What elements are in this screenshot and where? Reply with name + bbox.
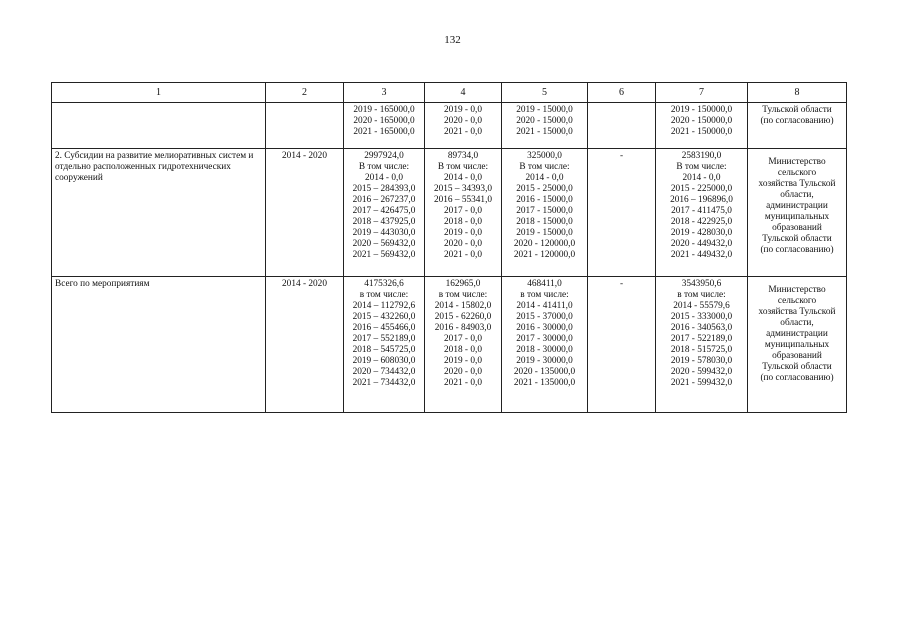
col7-cell	[656, 149, 748, 277]
event-name-cell	[52, 277, 266, 413]
col3-line: 2014 - 0,0	[365, 173, 403, 183]
event-name: Всего по мероприятиям	[55, 279, 150, 289]
col7-line: 2017 - 522189,0	[670, 334, 733, 344]
col6-value: -	[619, 279, 624, 289]
col5-line: 2015 - 25000,0	[516, 184, 573, 194]
column-header-1: 1	[52, 83, 266, 103]
event-name: 2. Субсидии на развитие мелиоративных систем и отдельно расположенных гидротехнических сооружений	[55, 151, 254, 183]
col3-line: 2017 – 426475,0	[352, 206, 416, 216]
col4-line: 2019 - 0,0	[444, 105, 482, 115]
executor-line: (по согласованию)	[760, 373, 834, 383]
col3-line: в том числе:	[359, 290, 409, 300]
col3-line: В том числе:	[358, 162, 410, 172]
col4-line: 2021 - 0,0	[444, 250, 482, 260]
col5-cell	[502, 277, 588, 413]
program-table	[51, 82, 847, 413]
col7-line: 2016 – 196896,0	[670, 195, 733, 205]
col4-line: 162965,0	[445, 279, 481, 289]
col3-line: 2015 – 284393,0	[352, 184, 416, 194]
executor-line: хозяйства Тульской	[758, 179, 836, 189]
col5-line: 2020 - 15000,0	[516, 116, 573, 126]
col4-line: в том числе:	[438, 290, 488, 300]
executor-line: Министерство	[768, 285, 826, 295]
table-row	[52, 103, 847, 149]
col5-line: 2021 - 120000,0	[513, 250, 576, 260]
col5-line: 2017 - 15000,0	[516, 206, 573, 216]
executor-line: области,	[780, 318, 814, 328]
col4-line: 2017 - 0,0	[444, 334, 482, 344]
col4-line: 2021 - 0,0	[444, 378, 482, 388]
col4-cell	[425, 103, 502, 149]
executor-cell	[748, 277, 847, 413]
period: 2014 - 2020	[282, 151, 327, 161]
col4-line: 2016 - 84903,0	[434, 323, 492, 333]
col7-line: 2018 - 422925,0	[670, 217, 733, 227]
col5-line: 2019 - 15000,0	[516, 105, 573, 115]
col7-line: 2019 - 150000,0	[670, 105, 733, 115]
col4-line: 2019 - 0,0	[444, 356, 482, 366]
col4-cell	[425, 149, 502, 277]
col4-line: 2020 - 0,0	[444, 367, 482, 377]
column-header-7: 7	[656, 83, 748, 103]
col3-line: 2019 - 165000,0	[353, 105, 415, 115]
col4-line: 2020 - 0,0	[444, 239, 482, 249]
col3-line: 2017 – 552189,0	[352, 334, 416, 344]
col4-line: 2015 - 62260,0	[434, 312, 492, 322]
col3-cell	[344, 103, 425, 149]
executor-line: муниципальных	[764, 212, 830, 222]
col3-cell	[344, 149, 425, 277]
col3-line: 2020 - 165000,0	[353, 116, 415, 126]
col4-line: В том числе:	[437, 162, 489, 172]
col5-line: 2018 - 30000,0	[516, 345, 573, 355]
col5-line: 2019 - 30000,0	[516, 356, 573, 366]
col4-line: 2014 - 15802,0	[434, 301, 492, 311]
col5-line: 325000,0	[527, 151, 562, 161]
col7-line: 2014 - 55579,6	[673, 301, 730, 311]
col3-cell	[344, 277, 425, 413]
col7-line: 2016 - 340563,0	[670, 323, 733, 333]
col4-line: 2018 - 0,0	[444, 217, 482, 227]
col7-line: 2020 - 150000,0	[670, 116, 733, 126]
col7-line: 2017 - 411475,0	[671, 206, 732, 216]
col4-line: 2016 – 55341,0	[433, 195, 493, 205]
col4-line: 2020 - 0,0	[444, 116, 482, 126]
period-cell	[266, 103, 344, 149]
col7-line: 2015 - 333000,0	[670, 312, 733, 322]
col6-value: -	[619, 151, 624, 161]
col3-line: 2016 – 267237,0	[352, 195, 416, 205]
col4-line: 2021 - 0,0	[444, 127, 482, 137]
col7-line: 2018 - 515725,0	[670, 345, 733, 355]
col4-line: 2014 - 0,0	[444, 173, 482, 183]
col3-line: 2019 – 608030,0	[352, 356, 416, 366]
executor-cell	[748, 103, 847, 149]
executor-line: Тульской области	[762, 362, 832, 372]
col3-line: 2020 – 734432,0	[352, 367, 416, 377]
col3-line: 2021 – 734432,0	[352, 378, 416, 388]
col5-line: 2014 - 41411,0	[516, 301, 573, 311]
col3-line: 2015 – 432260,0	[352, 312, 416, 322]
col7-line: в том числе:	[677, 290, 726, 300]
col5-line: 468411,0	[527, 279, 562, 289]
col3-line: 2014 – 112792,6	[352, 301, 416, 311]
page-number: 132	[444, 34, 461, 46]
col5-line: в том числе:	[520, 290, 569, 300]
period-cell	[266, 277, 344, 413]
executor-line: сельского	[777, 296, 817, 306]
executor-line: Министерство	[768, 157, 826, 167]
col7-cell	[656, 103, 748, 149]
executor-line: образований	[772, 351, 822, 361]
col7-line: 2021 - 150000,0	[670, 127, 733, 137]
column-header-8: 8	[748, 83, 847, 103]
col7-cell	[656, 277, 748, 413]
col5-cell	[502, 149, 588, 277]
col5-line: 2020 - 120000,0	[513, 239, 576, 249]
col4-line: 2015 – 34393,0	[433, 184, 493, 194]
executor-line: Тульской области	[762, 234, 832, 244]
col4-line: 2019 - 0,0	[444, 228, 482, 238]
col7-line: 2019 - 428030,0	[670, 228, 733, 238]
col5-line: 2021 - 135000,0	[513, 378, 576, 388]
col4-cell	[425, 277, 502, 413]
col5-line: 2016 - 30000,0	[516, 323, 573, 333]
column-header-4: 4	[425, 83, 502, 103]
col5-line: 2016 - 15000,0	[516, 195, 573, 205]
col7-line: 2019 - 578030,0	[670, 356, 733, 366]
column-header-6: 6	[588, 83, 656, 103]
col3-line: 2020 – 569432,0	[352, 239, 416, 249]
col3-line: 2019 – 443030,0	[352, 228, 416, 238]
col6-cell	[588, 277, 656, 413]
col4-line: 2018 - 0,0	[444, 345, 482, 355]
col7-line: 2020 - 599432,0	[670, 367, 733, 377]
col3-line: 2021 - 165000,0	[353, 127, 415, 137]
col5-line: 2020 - 135000,0	[513, 367, 576, 377]
col3-line: 4175326,6	[364, 279, 404, 289]
col7-line: 2014 - 0,0	[682, 173, 721, 183]
col7-line: 2583190,0	[681, 151, 722, 161]
col7-line: В том числе:	[676, 162, 727, 172]
col7-line: 2020 - 449432,0	[670, 239, 733, 249]
col5-line: 2018 - 15000,0	[516, 217, 573, 227]
period: 2014 - 2020	[282, 279, 327, 289]
col7-line: 2021 - 599432,0	[670, 378, 733, 388]
column-header-5: 5	[502, 83, 588, 103]
executor-line: Тульской области	[762, 105, 832, 115]
header-row	[52, 83, 847, 103]
col3-line: 2016 – 455466,0	[352, 323, 416, 333]
col7-line: 2021 - 449432,0	[670, 250, 733, 260]
executor-line: (по согласованию)	[760, 116, 834, 126]
col5-cell	[502, 103, 588, 149]
col7-line: 2015 - 225000,0	[670, 184, 733, 194]
table-row	[52, 149, 847, 277]
col6-cell	[588, 103, 656, 149]
col5-line: 2014 - 0,0	[525, 173, 564, 183]
col3-line: 2997924,0	[364, 151, 404, 161]
col4-line: 89734,0	[447, 151, 479, 161]
col6-cell	[588, 149, 656, 277]
executor-line: администрации	[766, 329, 828, 339]
executor-line: области,	[780, 190, 814, 200]
executor-line: сельского	[777, 168, 817, 178]
table-row	[52, 277, 847, 413]
col5-line: 2015 - 37000,0	[516, 312, 573, 322]
executor-line: администрации	[766, 201, 828, 211]
executor-line: хозяйства Тульской	[758, 307, 836, 317]
col3-line: 2018 – 437925,0	[352, 217, 416, 227]
col7-line: 3543950,6	[681, 279, 722, 289]
col5-line: 2021 - 15000,0	[516, 127, 573, 137]
col5-line: 2019 - 15000,0	[516, 228, 573, 238]
column-header-3: 3	[344, 83, 425, 103]
col3-line: 2021 – 569432,0	[352, 250, 416, 260]
executor-line: (по согласованию)	[760, 245, 834, 255]
col4-line: 2017 - 0,0	[444, 206, 482, 216]
period-cell	[266, 149, 344, 277]
column-header-2: 2	[266, 83, 344, 103]
col5-line: 2017 - 30000,0	[516, 334, 573, 344]
col5-line: В том числе:	[519, 162, 570, 172]
event-name-cell	[52, 149, 266, 277]
executor-line: образований	[772, 223, 822, 233]
col3-line: 2018 – 545725,0	[352, 345, 416, 355]
executor-cell	[748, 149, 847, 277]
executor-line: муниципальных	[764, 340, 830, 350]
event-name-cell	[52, 103, 266, 149]
